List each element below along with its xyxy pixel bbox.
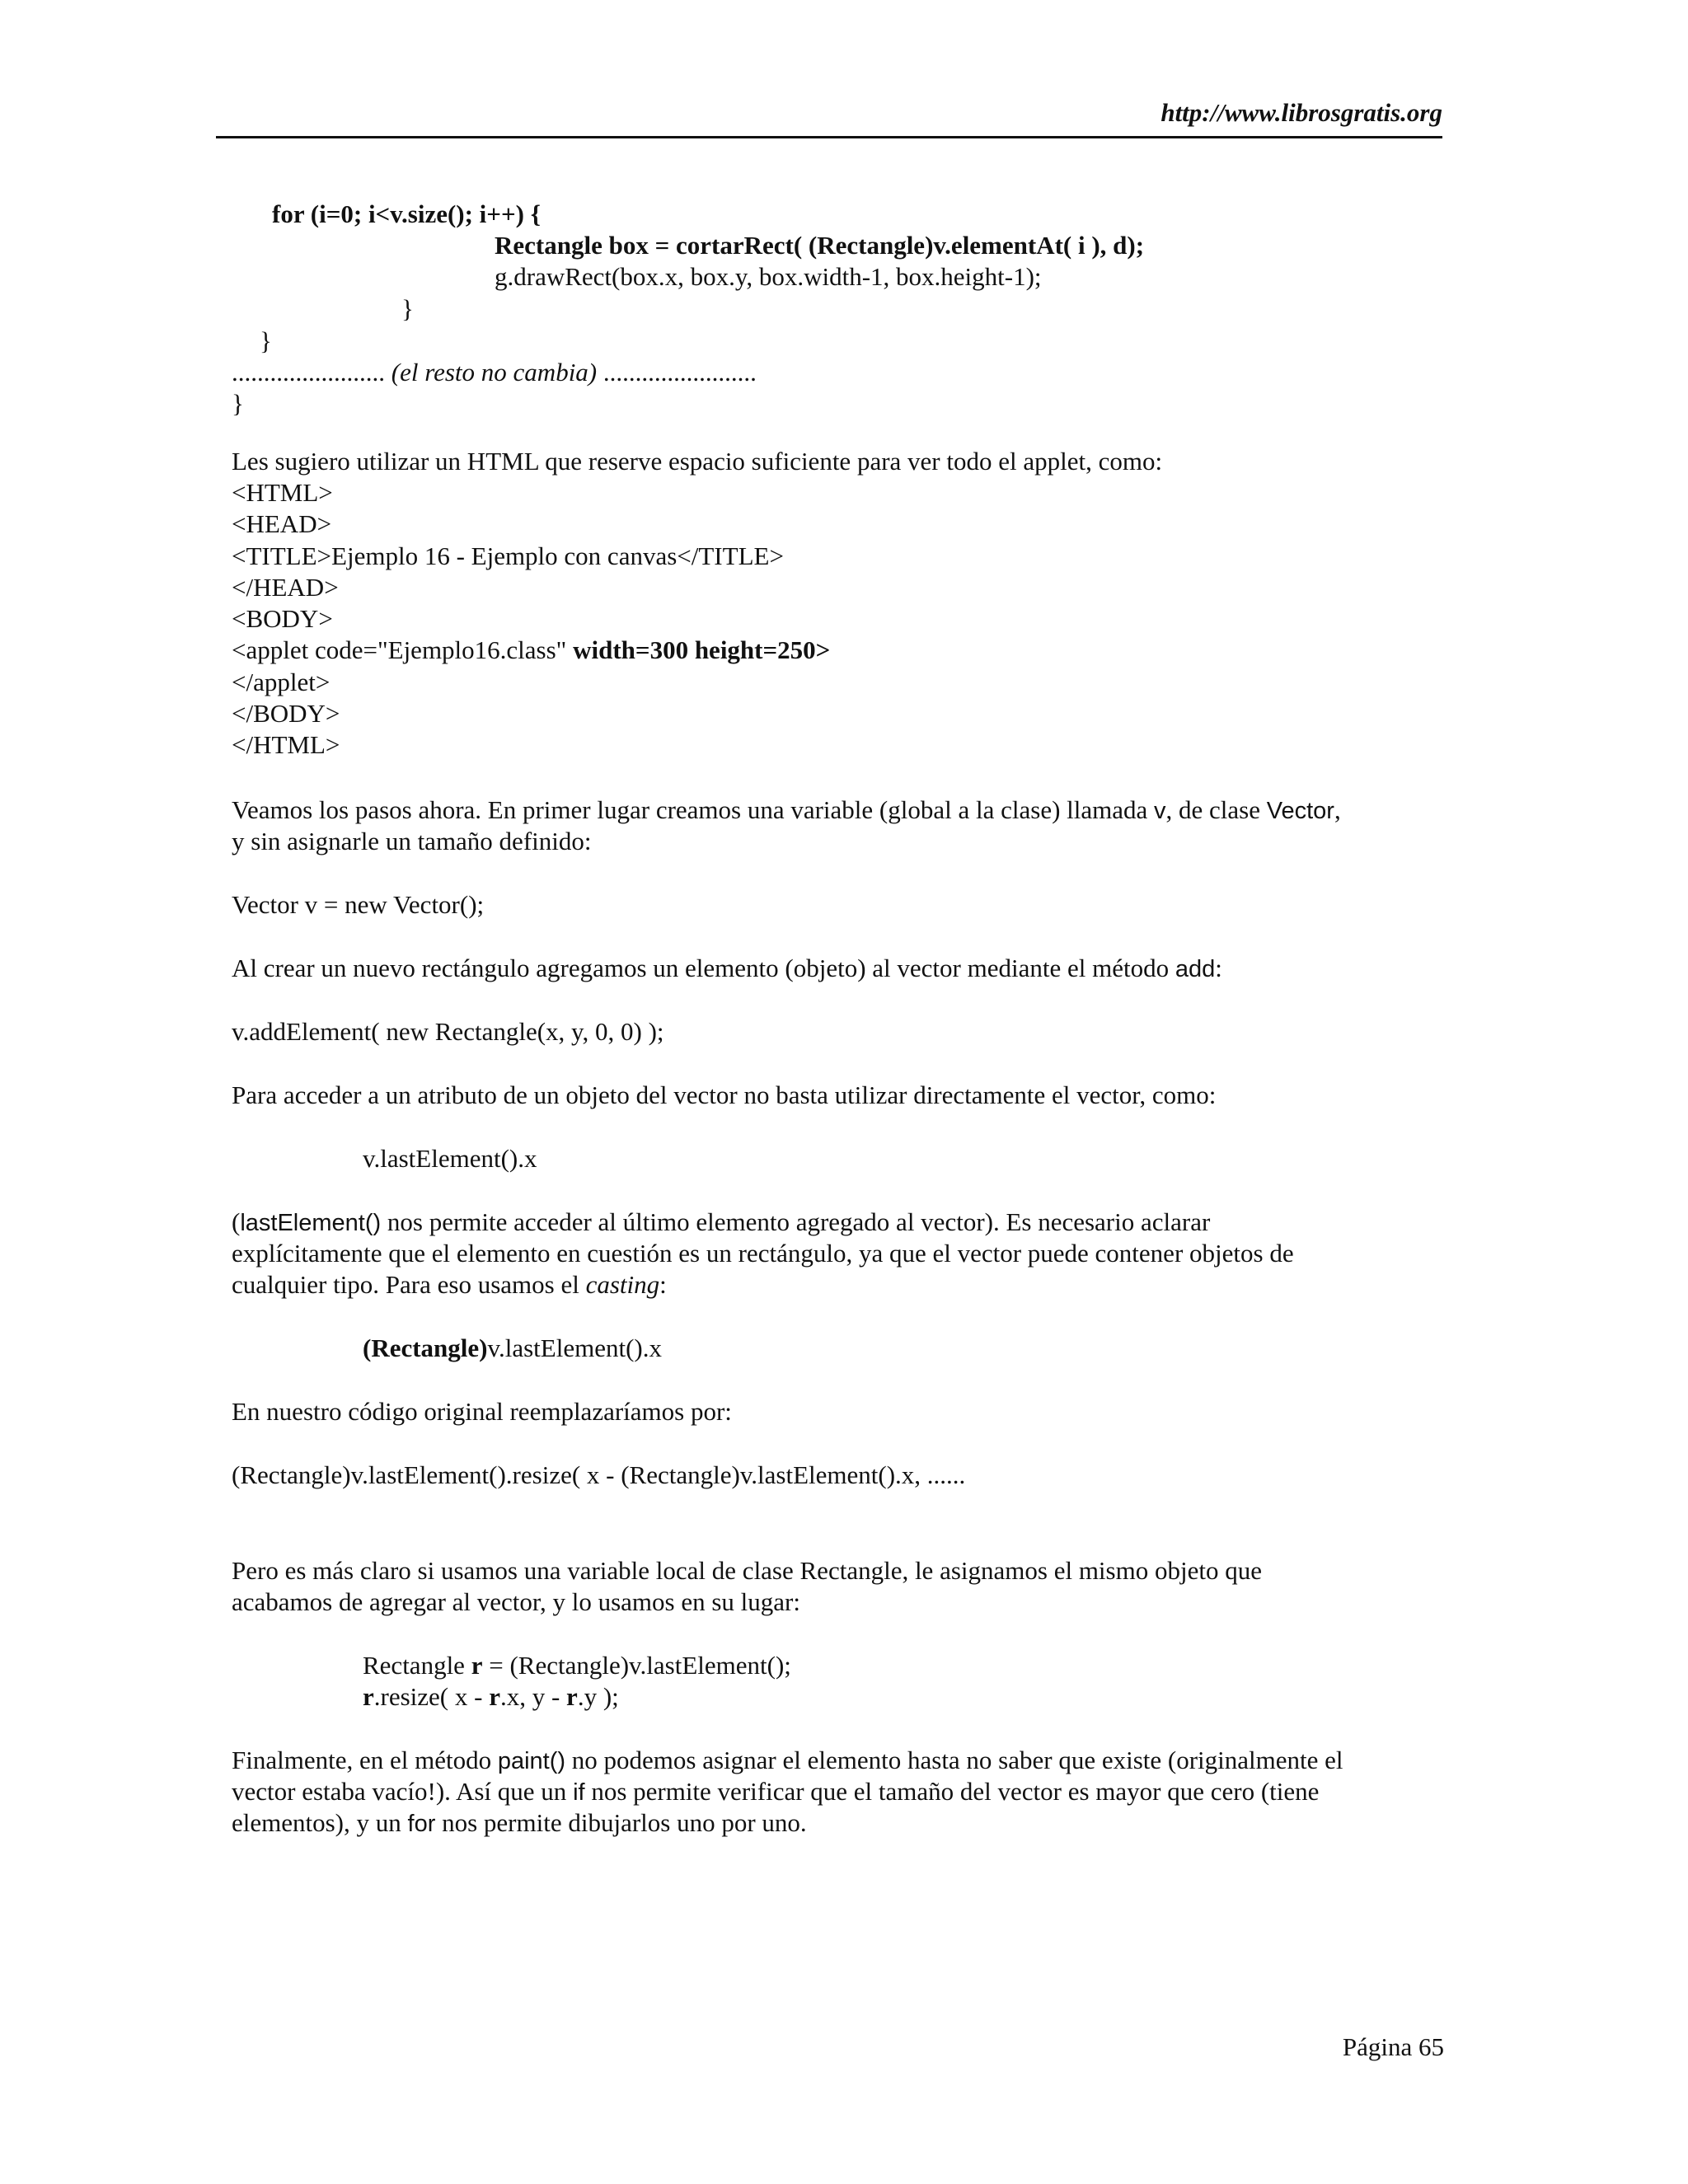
text: elementos), y un xyxy=(232,1808,408,1837)
cast-bold: (Rectangle) xyxy=(363,1333,488,1362)
p-original: En nuestro código original reemplazaríamos por: xyxy=(232,1397,732,1426)
code-v: v xyxy=(1154,798,1166,824)
p-vector-line1 xyxy=(232,797,1341,823)
text: : xyxy=(659,1270,667,1299)
html-line: <TITLE>Ejemplo 16 - Ejemplo con canvas</TITLE> xyxy=(232,541,784,570)
p-last-line1 xyxy=(232,1209,1210,1235)
p-last-line3 xyxy=(232,1272,667,1297)
code-draw-line: g.drawRect(box.x, box.y, box.width-1, box.height-1); xyxy=(495,262,1042,291)
code-r-line2 xyxy=(363,1684,619,1709)
header-url: http://www.librosgratis.org xyxy=(1160,98,1442,127)
html-line: </HTML> xyxy=(232,730,340,759)
p-acceder: Para acceder a un atributo de un objeto del vector no basta utilizar directamente el vector, como: xyxy=(232,1080,1217,1109)
code-vector-decl: Vector v = new Vector(); xyxy=(232,890,485,919)
dots-right: ........................ xyxy=(603,358,757,387)
p-final-line3 xyxy=(232,1810,807,1836)
text: = (Rectangle)v.lastElement(); xyxy=(482,1651,791,1680)
text: Rectangle xyxy=(363,1651,471,1680)
var-r: r xyxy=(566,1682,578,1711)
html-line: </BODY> xyxy=(232,699,340,728)
code-paint: paint() xyxy=(497,1748,566,1774)
applet-close: > xyxy=(815,635,831,664)
code-add-element: v.addElement( new Rectangle(x, y, 0, 0) ); xyxy=(232,1017,664,1046)
html-line: <BODY> xyxy=(232,604,333,633)
p-claro-line2: acabamos de agregar al vector, y lo usamos en su lugar: xyxy=(232,1587,800,1616)
text: no podemos asignar el elemento hasta no saber que existe (originalmente el xyxy=(565,1746,1343,1774)
text: .resize( x - xyxy=(373,1682,490,1711)
p-add xyxy=(232,955,1222,982)
page-number: Página 65 xyxy=(1342,2032,1444,2061)
p-final-line1 xyxy=(232,1747,1343,1774)
text: ( xyxy=(232,1207,241,1236)
dots-left: ........................ xyxy=(232,358,385,387)
code-brace-inner: } xyxy=(401,294,414,323)
text: nos permite dibujarlos uno por uno. xyxy=(435,1808,807,1837)
rest-note-line xyxy=(232,359,757,385)
text: : xyxy=(1215,954,1222,982)
header-rule xyxy=(216,136,1442,138)
text: vector estaba vacío!). Así que un xyxy=(232,1777,574,1806)
text: nos permite acceder al último elemento agregado al vector). Es necesario aclarar xyxy=(381,1207,1211,1236)
html-intro: Les sugiero utilizar un HTML que reserve espacio suficiente para ver todo el applet, como: xyxy=(232,447,1163,476)
html-line: <HTML> xyxy=(232,478,333,507)
var-r: r xyxy=(489,1682,500,1711)
text: , xyxy=(1334,795,1341,824)
p-claro-line1: Pero es más claro si usamos una variable local de clase Rectangle, le asignamos el mismo objeto que xyxy=(232,1556,1262,1585)
code-last-element: v.lastElement().x xyxy=(363,1144,537,1173)
code-for: for xyxy=(407,1811,436,1837)
rest-note: (el resto no cambia) xyxy=(391,358,598,387)
code-resize: (Rectangle)v.lastElement().resize( x - (Rectangle)v.lastElement().x, ...... xyxy=(232,1460,966,1489)
var-r: r xyxy=(471,1651,483,1680)
p-last-line2: explícitamente que el elemento en cuestión es un rectángulo, ya que el vector puede contener objetos de xyxy=(232,1239,1294,1268)
html-line: </applet> xyxy=(232,668,331,696)
html-applet-line xyxy=(232,637,830,663)
code-vector: Vector xyxy=(1266,798,1334,824)
text: nos permite verificar que el tamaño del vector es mayor que cero (tiene xyxy=(584,1777,1320,1806)
code-rect-line: Rectangle box = cortarRect( (Rectangle)v.elementAt( i ), d); xyxy=(495,231,1145,260)
text: Al crear un nuevo rectángulo agregamos un elemento (objeto) al vector mediante el método xyxy=(232,954,1175,982)
code-brace-outer: } xyxy=(232,389,244,418)
code-if: if xyxy=(573,1779,585,1806)
code-brace-mid: } xyxy=(260,326,272,355)
text: cualquier tipo. Para eso usamos el xyxy=(232,1270,586,1299)
text: Finalmente, en el método xyxy=(232,1746,498,1774)
code-lastelement: lastElement() xyxy=(240,1210,382,1236)
p-vector-line2: y sin asignarle un tamaño definido: xyxy=(232,827,592,855)
text: .y ); xyxy=(577,1682,619,1711)
code-add: add xyxy=(1175,956,1216,982)
html-line: </HEAD> xyxy=(232,573,339,602)
p-final-line2 xyxy=(232,1779,1319,1805)
code-cast xyxy=(363,1335,662,1361)
code-for-line: for (i=0; i<v.size(); i++) { xyxy=(272,199,541,228)
casting-term: casting xyxy=(585,1270,660,1299)
var-r: r xyxy=(363,1682,374,1711)
cast-rest: v.lastElement().x xyxy=(487,1333,662,1362)
text: , de clase xyxy=(1165,795,1267,824)
applet-code: <applet code="Ejemplo16.class" xyxy=(232,635,574,664)
code-r-line1 xyxy=(363,1652,791,1678)
applet-size: width=300 height=250 xyxy=(573,635,816,664)
text: Veamos los pasos ahora. En primer lugar creamos una variable (global a la clase) llamada xyxy=(232,795,1155,824)
text: .x, y - xyxy=(499,1682,567,1711)
html-line: <HEAD> xyxy=(232,509,332,538)
